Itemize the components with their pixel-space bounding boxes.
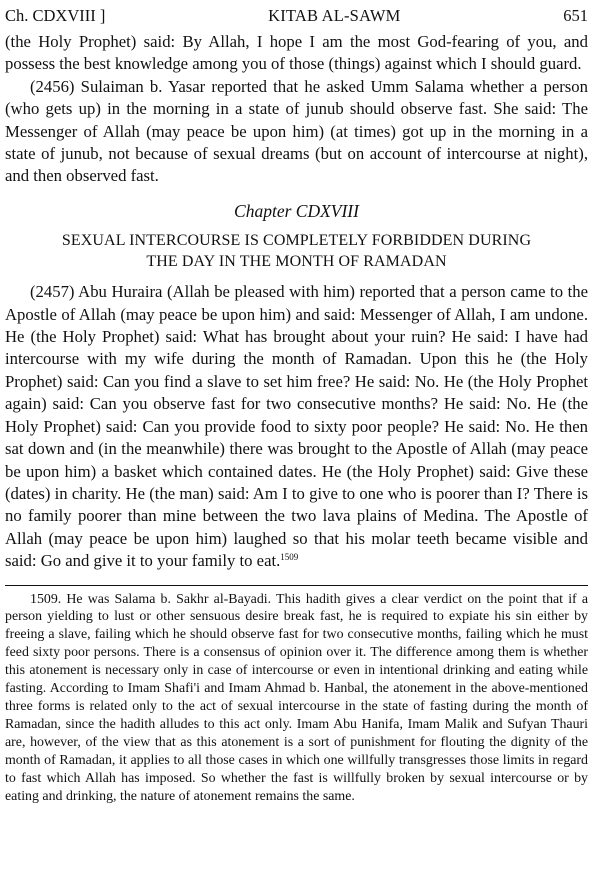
book-title: KITAB AL-SAWM — [268, 6, 401, 25]
chapter-heading-line-1: SEXUAL INTERCOURSE IS COMPLETELY FORBIDDEN DURING — [61, 232, 532, 250]
chapter-reference: Ch. CDXVIII ] — [5, 6, 106, 25]
hadith-2457 — [5, 281, 588, 572]
chapter-title: Chapter CDXVIII — [234, 200, 359, 221]
footnote-1509: 1509. He was Salama b. Sakhr al-Bayadi. This hadith gives a clear verdict on the point that if a person yielding to lust or other sensuous desire break fast, he is required to expiate his sin either by freeing a slave, failing which he should observe fast for two consecutive months, failing which he must feed sixty poor persons. There is a consensus of opinion over it. The difference among them is whether this atonement is necessary only in case of intercourse or even in intentional drinking and eating while fasting. According to Imam Shafi'i and Imam Ahmad b. Hanbal, the atonement in the above-mentioned three forms is related only to the act of sexual intercourse in the state of fasting during the month of Ramadan, since the hadith alludes to this act only. Imam Abu Hanifa, Imam Malik and Sufyan Thauri are, however, of the view that as this atonement is a sort of punishment for flouting the dignity of the month of Ramadan, it applies to all those cases in which one willfully transgresses those limits in regard to fast which Allah has imposed. So whether the fast is willfully broken by sexual intercourse or by eating and drinking, the nature of atonement remains the same. — [5, 591, 588, 804]
paragraph-continuation: (the Holy Prophet) said: By Allah, I hope I am the most God-fearing of you, and possess the best knowledge among you of those (things) against which I should guard. — [5, 32, 588, 74]
chapter-heading-line-2: THE DAY IN THE MONTH OF RAMADAN — [146, 253, 447, 271]
chapter-heading — [5, 230, 588, 272]
running-header — [5, 0, 588, 31]
footnote-divider — [5, 585, 588, 586]
footnote-reference: 1509 — [280, 552, 299, 563]
page-number: 651 — [563, 6, 588, 25]
hadith-2456: (2456) Sulaiman b. Yasar reported that he asked Umm Salama whether a person (who gets up) in the morning in a state of junub should observe fast. She said: The Messenger of Allah (may peace be upon him) (at times) got up in the morning in a state of junub, not because of sexual dreams (but on account of intercourse at night), and then observed fast. — [5, 76, 588, 186]
hadith-2457-text: (2457) Abu Huraira (Allah be pleased with him) reported that a person came to the Apostle of Allah (may peace be upon him) and said: Messenger of Allah, I am undone. He (the Holy Prophet) said: What has brought about your ruin? He said: I have had intercourse with my wife during the month of Ramadan. Upon this he (the Holy Prophet) said: Can you find a slave to set him free? He said: No. He (the Holy Prophet again) said: Can you observe fast for two consecutive months? He said: No. He (the Holy Prophet) said: Can you provide food to sixty poor people? He said: No. He then sat down and (in the meanwhile) there was brought to the Apostle of Allah (may peace be upon him) a basket which contained dates. He (the Holy Prophet) said: Give these (dates) in charity. He (the man) said: Am I to give to one who is poorer than I? There is no family poorer than mine between the two lava plains of Medina. The Apostle of Allah (may peace be upon him) laughed so that his molar teeth became visible and said: Go and give it to your family to eat. — [5, 282, 588, 571]
main-text — [5, 31, 588, 573]
